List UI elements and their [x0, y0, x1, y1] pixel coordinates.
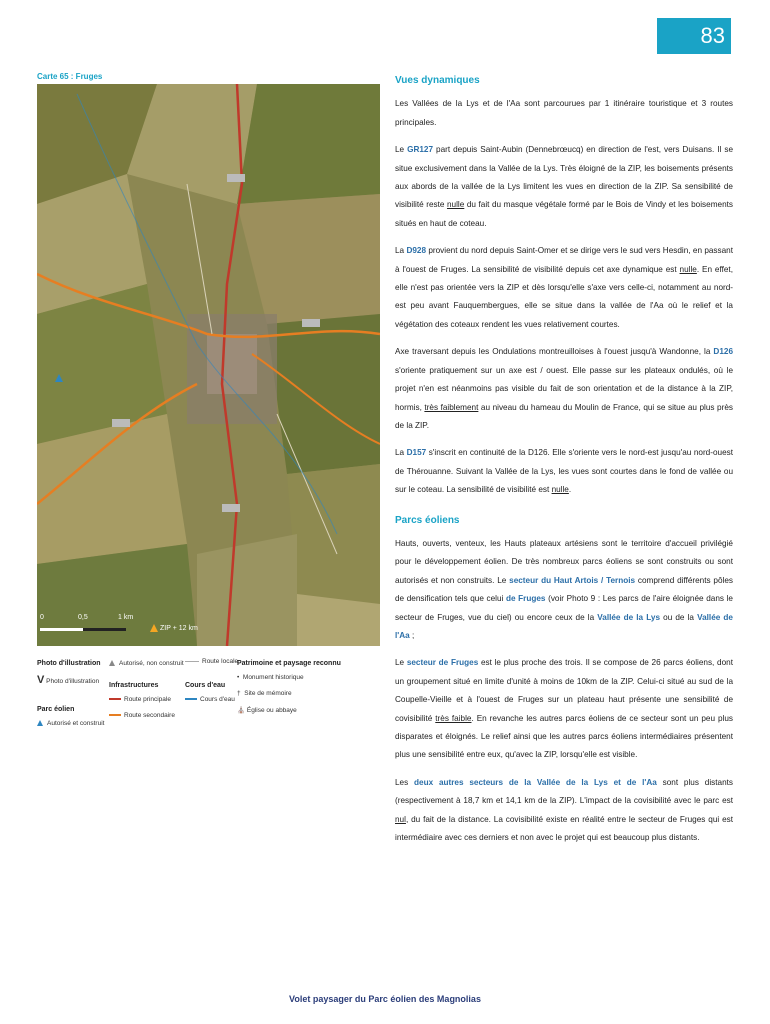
legend-eglise: ⛪ Église ou abbaye: [237, 707, 297, 714]
legend-authorized-item: Autorisé, non construit: [109, 660, 184, 667]
wind-farm-authorized-icon: [109, 660, 115, 666]
scale-bar-graphic: [40, 628, 126, 631]
photo-viewpoint-icon: V: [37, 674, 45, 686]
paragraph-d126: Axe traversant depuis les Ondulations montreuilloises à l'ouest jusqu'à Wandonne, la D126 s'oriente pratiquement sur un axe est / ouest. Elle passe sur les plateaux ondulés, où le projet n'en est néanmoins pas visible du fait de son orientation et de la distance à la ZIP, hormis, très faiblement au niveau du hameau du Moulin de France, qui se situe au plus près de la ZIP.: [395, 347, 733, 430]
section-title-parcs-eoliens: Parcs éoliens: [395, 514, 460, 526]
map-caption: Carte 65 : Fruges: [37, 72, 103, 81]
zip-label: ZIP + 12 km: [160, 624, 198, 632]
legend-photo-item: V Photo d'illustration: [37, 674, 100, 686]
secondary-road-line-icon: [109, 714, 121, 716]
legend-route-locale: Route locale: [185, 658, 238, 665]
aerial-map: [37, 84, 380, 646]
paragraph-hauts-plateaux: Hauts, ouverts, venteux, les Hauts plateaux artésiens sont le territoire d'accueil privilégié pour le développement éolien. De très nombreux parcs éoliens se sont construits ou sont autorisés et non construits. Le secteur du Haut Artois / Ternois comprend différents pôles de densification tels que celui de Fruges (voir Photo 9 : Les parcs de l'aire éloignée dans le secteur de Fruges, vue du ciel) ou encore ceux de la Vallée de la Lys ou de la Vallée de l'Aa ;: [395, 538, 733, 640]
legend-memoire: † Site de mémoire: [237, 690, 292, 697]
paragraph-secteur-fruges: Le secteur de Fruges est le plus proche des trois. Il se compose de 26 parcs éoliens, dont un groupement situé en limite d'unité à moins de 10km de la ZIP. Celui-ci situé au sud de la Coupelle-Vieille et à l'ouest de Fruges sur un plateau haut présente une sensibilité de covisibilité très faible. En revanche les autres parcs éoliens de ce secteur sont un peu plus disparates et éloignés. Le relief ainsi que les autres parcs éoliens intermédiaires présentent plus une sensibilité entre eux, qu'avec la ZIP, lorsqu'elle est visible.: [395, 658, 733, 760]
paragraph-gr127: Le GR127 part depuis Saint-Aubin (Dennebrœucq) en direction de l'est, vers Duisans. Il se situe exclusivement dans la Vallée de la Lys. Très éloigné de la ZIP, les boisements présents aux abords de la vallée de la Lys limitent les vues en direction de la ZIP. Sa sensibilité de visibilité reste nulle du fait du masque végétale formé par le Bois de Vindy et les boisements situés en haut de coteau.: [395, 145, 733, 228]
legend-cours-item: Cours d'eau: [185, 696, 235, 703]
wind-farm-built-icon: [37, 720, 43, 726]
memorial-icon: †: [237, 690, 241, 697]
zip-triangle-icon: [150, 624, 158, 632]
paragraph-d928: La D928 provient du nord depuis Saint-Omer et se dirige vers le sud vers Hesdin, en passant à l'ouest de Fruges. La sensibilité de visibilité depuis cet axe dynamique est nulle. En effet, elle n'est pas orientée vers la ZIP et dès lorsqu'elle s'axe vers celle-ci, notamment au nord-est peu avant Fauquembergues, elle se situe dans la vallée de l'Aa où le relief et la végétation des coteaux rendent les vues relativement courtes.: [395, 246, 733, 329]
scale-one: 1 km: [118, 614, 134, 621]
legend-patrimoine-title: Patrimoine et paysage reconnu: [237, 660, 341, 667]
map-image: [37, 84, 380, 646]
legend-route-principale: Route principale: [109, 696, 171, 703]
paragraph-d157: La D157 s'inscrit en continuité de la D126. Elle s'oriente vers le nord-est jusqu'au nord-ouest de Thérouanne. Suivant la Vallée de la Lys, les vues sont courtes dans le fond de vallée ou sur le coteau. La sensibilité de visibilité est nulle.: [395, 448, 733, 495]
legend-photo-title: Photo d'illustration: [37, 660, 101, 667]
legend-monument: • Monument historique: [237, 674, 304, 681]
legend-parc-item: Autorisé et construit: [37, 720, 104, 727]
text-column: [395, 72, 733, 856]
map-legend: [37, 656, 380, 736]
legend-infra-title: Infrastructures: [109, 682, 159, 689]
paragraph-autres-secteurs: Les deux autres secteurs de la Vallée de la Lys et de l'Aa sont plus distants (respectivement à 18,7 km et 14,1 km de la ZIP). L'impact de la covisibilité avec le parc est nul, du fait de la distance. La covisibilité existe en réalité entre le secteur de Fruges qui est intermédiaire avec ces derniers et non avec le projet qui est beaucoup plus distants.: [395, 777, 733, 843]
legend-route-secondaire: Route secondaire: [109, 712, 175, 719]
local-road-line-icon: [185, 661, 199, 662]
legend-parc-title: Parc éolien: [37, 706, 75, 713]
page-footer: Volet paysager du Parc éolien des Magnolias: [289, 994, 481, 1004]
section-title-vues-dynamiques: Vues dynamiques: [395, 75, 480, 86]
paragraph-intro: Les Vallées de la Lys et de l'Aa sont parcourues par 1 itinéraire touristique et 3 routes principales.: [395, 99, 733, 127]
scale-zero: 0: [40, 614, 44, 621]
zip-marker: [150, 624, 198, 632]
main-road-line-icon: [109, 698, 121, 700]
monument-icon: •: [237, 674, 240, 681]
legend-cours-title: Cours d'eau: [185, 682, 226, 689]
church-icon: ⛪: [237, 707, 246, 714]
scale-half: 0,5: [78, 614, 88, 621]
river-line-icon: [185, 698, 197, 700]
page-number: 83: [657, 18, 731, 54]
